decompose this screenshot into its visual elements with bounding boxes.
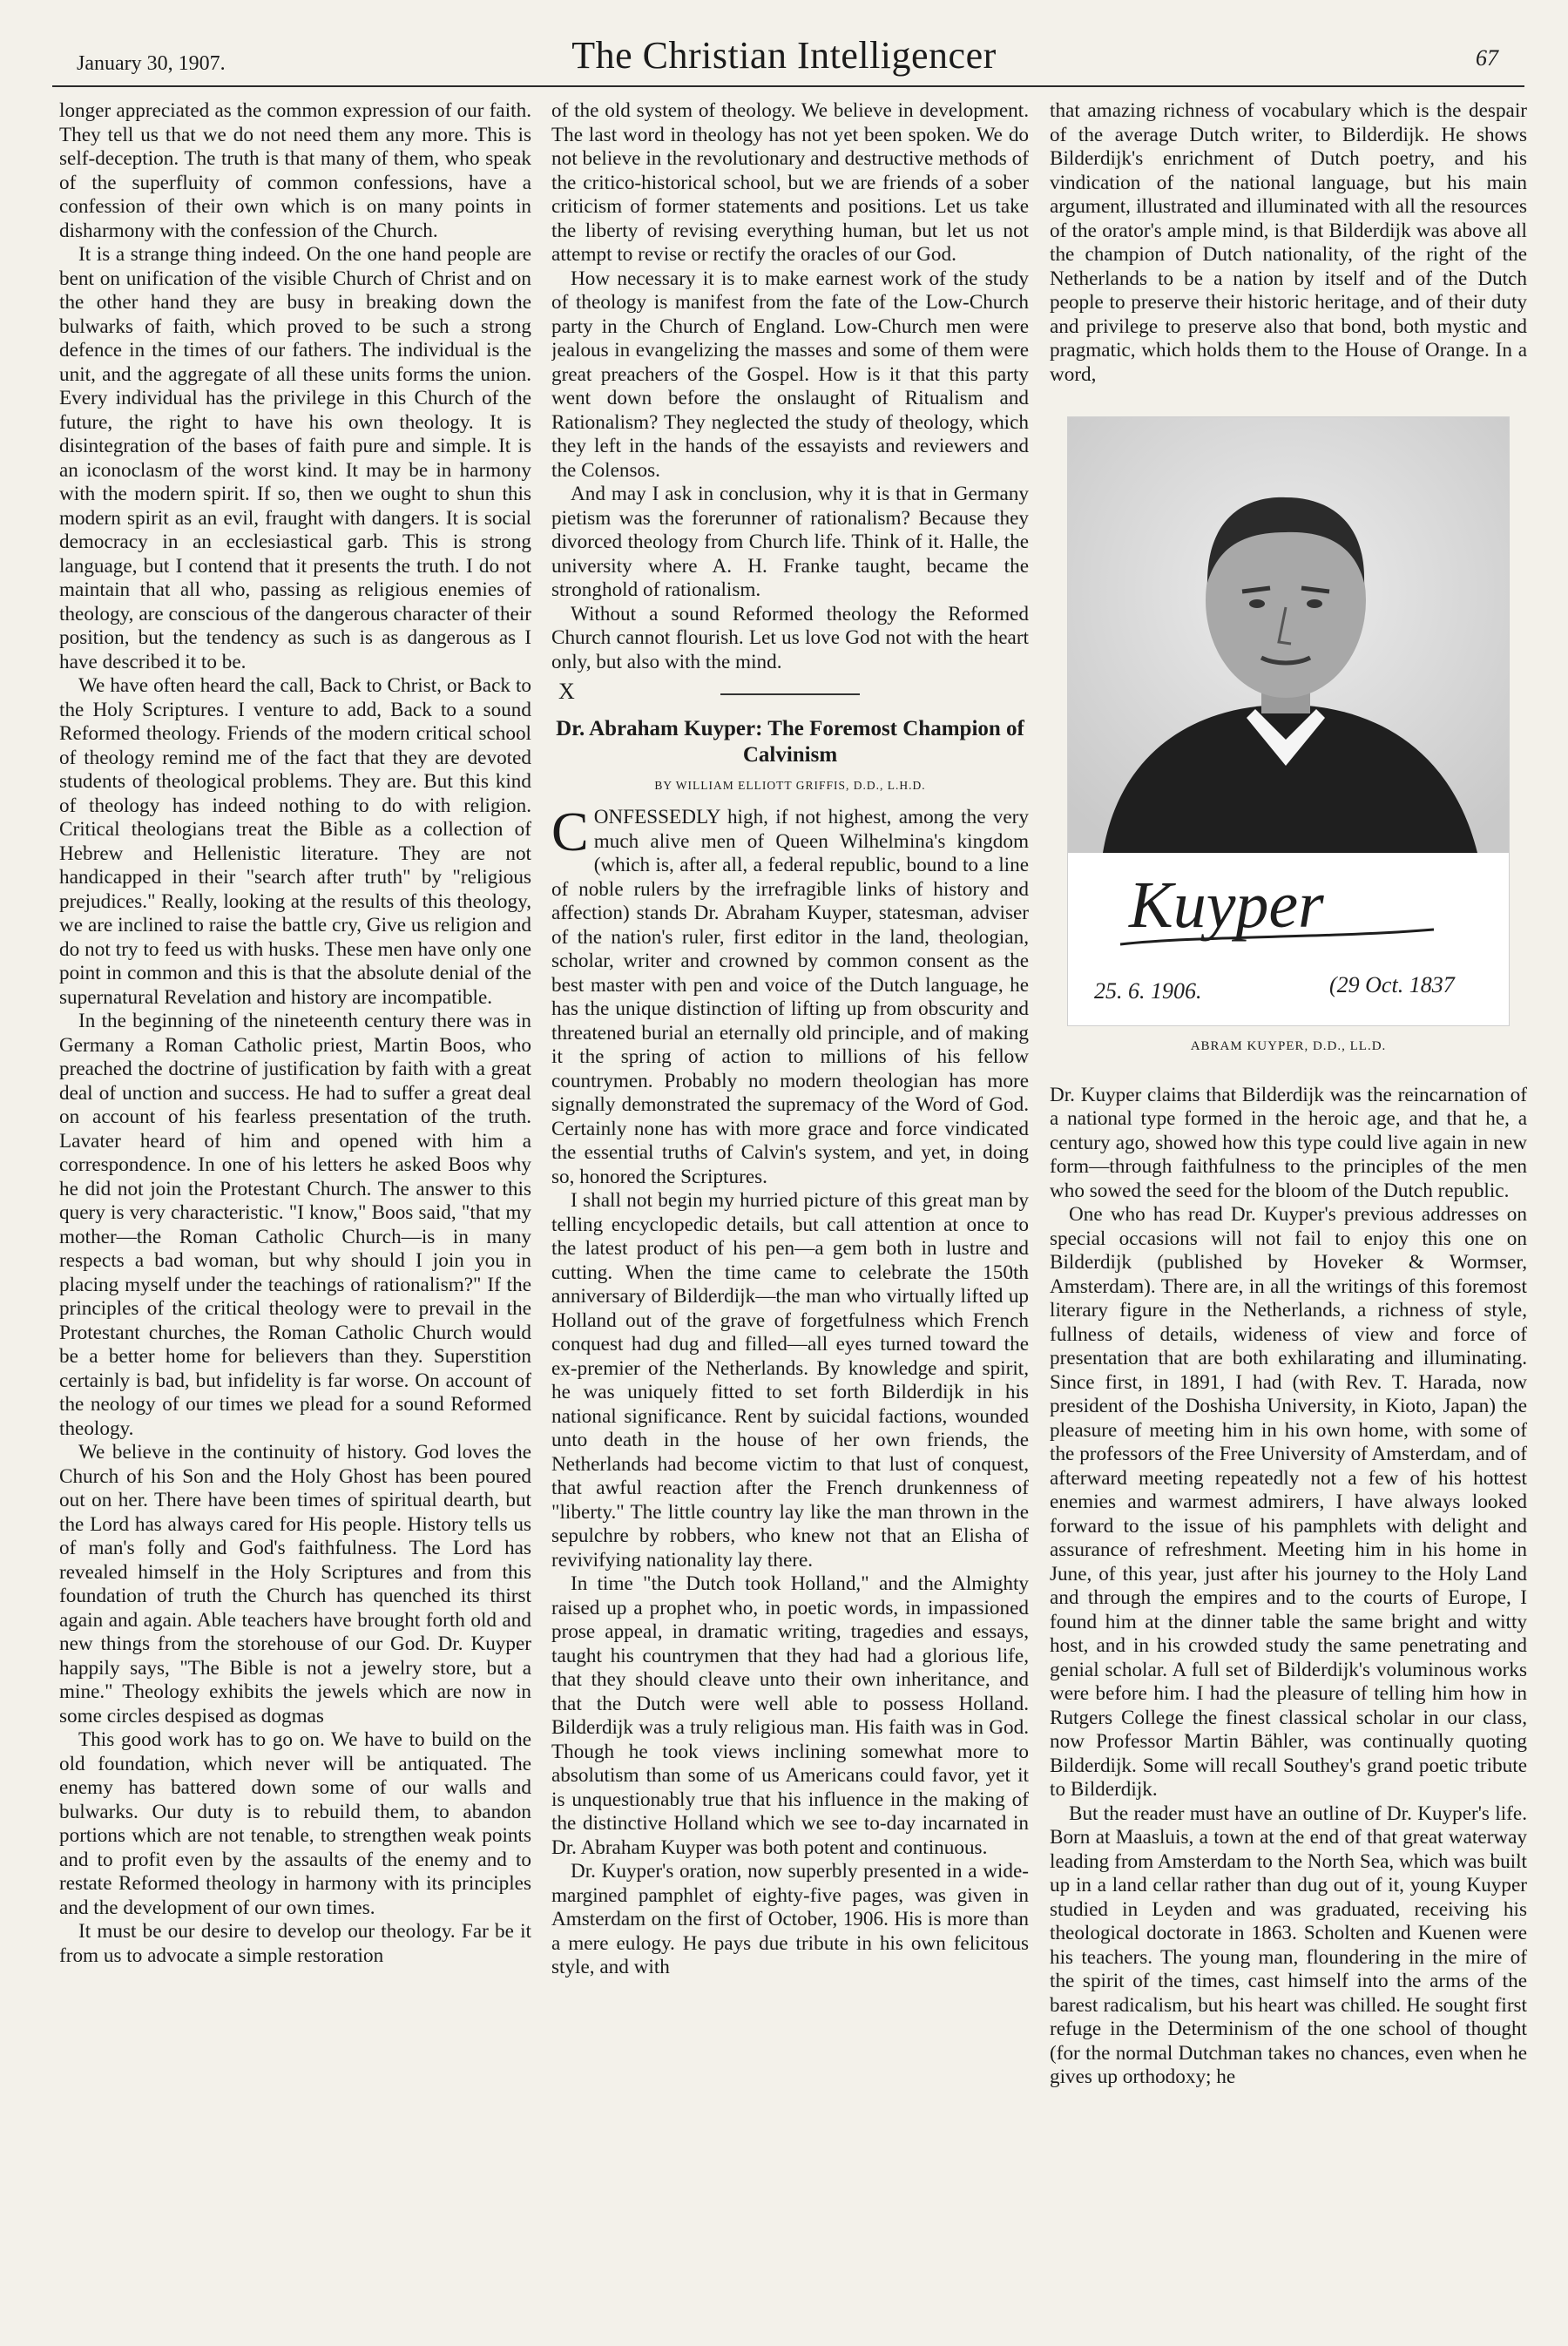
paragraph: We have often heard the call, Back to Christ, or Back to the Holy Scriptures. I venture to add, Back to a sound Reformed theology. Friends of the modern critical school of theology remind me of the fact that they are devoted students of theological problems. They are. But this kind of theology has indeed nothing to do with religion. Critical theologians treat the Bible as a collection of Hebrew and Hellenistic literature. They are not handicapped in their "search after truth" by "religious prejudices." Really, looking at the results of this theology, we are inclined to raise the battle cry, Give us religion and do not try to feed us with husks. These men have only one point in common and this is that the absolute denial of the supernatural Revelation and history are incompatible. — [59, 674, 531, 1009]
paragraph: One who has read Dr. Kuyper's previous addresses on special occasions will not fail to enjoy this one on Bilderdijk (published by Hoveker & Wormser, Amsterdam). There are, in all the writings of this foremost literary figure in the Netherlands, a richness of style, fullness of details, wideness of view and force of presentation that are both exhilarating and illuminating. Since first, in 1891, I had (with Rev. T. Harada, now president of the Doshisha University, in Kioto, Japan) the pleasure of meeting him in his own home, with some of the professors of the Free University of Amsterdam, and of afterward meeting repeatedly not a few of his hottest enemies and warmest admirers, I have always looked forward to the issue of his pamphlets with delight and assurance of refreshment. Meeting him in his home in June, of this year, just after his journey to the Holy Land and through the empires and to the courts of Europe, I found him at the dinner table the same bright and witty host, and in his crowded study the same penetrating and genial scholar. A full set of Bilderdijk's voluminous works were before him. I had the pleasure of telling him how in Rutgers College the finest classical scholar in our class, now Professor Martin Bähler, was continually quoting Bilderdijk. Some will recall Southey's grand poetic tribute to Bilderdijk. — [1050, 1203, 1527, 1801]
paragraph: longer appreciated as the common expression of our faith. They tell us that we do not need them any more. This is self-deception. The truth is that many of them, who speak of the superfluity of common confessions, have a confession of their own which is on many points in disharmony with the confession of the Church. — [59, 99, 531, 242]
page-number: 67 — [1476, 45, 1498, 71]
paragraph: It must be our desire to develop our theology. Far be it from us to advocate a simple restoration — [59, 1920, 531, 1967]
paragraph: It is a strange thing indeed. On the one hand people are bent on unification of the visible Church of Christ and on the other hand they are busy in breaking down the bulwarks of faith, which proved to be such a strong defence in the times of our fathers. The individual is the unit, and the aggregate of all these units forms the union. Every individual has the privilege in this Church of the future, the right to have his own theology. It is disintegration of the bases of faith pure and simple. It is an iconoclasm of the worst kind. It may be in harmony with the modern spirit. If so, then we ought to shun this modern spirit as an evil, fraught with dangers. It is social democracy in an ecclesiastical garb. This is strong language, but I contend that it presents the truth. I do not maintain that all who, passing as religious enemies of theology, are conscious of the dangerous character of their position, but the tendency as such is as dangerous as I have described it to be. — [59, 243, 531, 673]
lead-paragraph — [551, 801, 1029, 1189]
paragraph: Dr. Kuyper's oration, now superbly presented in a wide-margined pamphlet of eighty-five pages, was given in Amsterdam on the first of October, 1906. His is more than a mere eulogy. He pays due tribute in his own felicitous style, and with — [551, 1860, 1029, 1978]
paragraph: And may I ask in conclusion, why it is that in Germany pietism was the forerunner of rationalism? Because they divorced theology from Church life. Think of it. Halle, the university where A. H. Franke taught, became the stronghold of rationalism. — [551, 483, 1029, 601]
column-2 — [551, 99, 1029, 2329]
signature-date: 25. 6. 1906. — [1094, 978, 1202, 1004]
paragraph: Without a sound Reformed theology the Reformed Church cannot flourish. Let us love God not with the heart only, but also with the mind. — [551, 602, 1029, 673]
article-title: Dr. Abraham Kuyper: The Foremost Champion of Calvinism — [556, 716, 1024, 767]
paragraph: Dr. Kuyper claims that Bilderdijk was the reincarnation of a national type formed in the heroic age, and that he, a century ago, showed how this type could live again in new form—through faithfulness to the principles of the men who sowed the seed for the bloom of the Dutch republic. — [1050, 1083, 1527, 1202]
paragraph: How necessary it is to make earnest work of the study of theology is manifest from the fate of the Low-Church party in the Church of England. Low-Church men were jealous in evangelizing the masses and some of them were great preachers of the Gospel. How is it that this party went down before the onslaught of Ritualism and Rationalism? They neglected the study of theology, which they left in the hands of the essayists and reviewers and the Colensos. — [551, 267, 1029, 482]
paragraph: of the old system of theology. We believe in development. The last word in theology has not yet been spoken. We do not believe in the revolutionary and destructive methods of the critico-historical school, but we are friends of a sober criticism of former statements and positions. Let us take the liberty of revising everything human, but let us not attempt to revise or rectify the oracles of our God. — [551, 99, 1029, 266]
portrait-illustration — [1068, 417, 1509, 1025]
page-header — [0, 33, 1568, 87]
birth-date: (29 Oct. 1837 — [1329, 972, 1455, 997]
paragraph: This good work has to go on. We have to build on the old foundation, which never will be antiquated. The enemy has battered down some of our walls and bulwarks. Our duty is to rebuild them, to abandon portions which are not tenable, to strengthen weak points and to profit even by the assaults of the enemy and to restate Reformed theology in harmony with its principles and the development of our own times. — [59, 1728, 531, 1919]
column-3 — [1050, 99, 1527, 2329]
paragraph: In time "the Dutch took Holland," and the Almighty raised up a prophet who, in poetic words, in impassioned prose appeal, in dramatic writing, tragedies and essays, taught his countrymen that they had had a glorious life, that they should cleave unto their own inheritance, and that the Dutch were well able to possess Holland. Bilderdijk was a truly religious man. His faith was in God. Though he took views inclining somewhat more to absolutism than some of us Americans could favor, yet it is unquestionably true that his influence in the making of the distinctive Holland which we see to-day incarnated in Dr. Abraham Kuyper was both potent and continuous. — [551, 1572, 1029, 1859]
handwritten-mark: X — [558, 679, 575, 704]
paragraph: But the reader must have an outline of Dr. Kuyper's life. Born at Maasluis, a town at the end of that great waterway leading from Amsterdam to the North Sea, which was built up in a land cellar rather than dug out of it, young Kuyper studied in Leyden and was graduated, receiving his theological doctorate in 1863. Scholten and Kuenen were his teachers. The young man, floundering in the mire of the spirit of the times, cast himself into the arms of the barest radicalism, but his heart was chilled. He sought first refuge in the Determinism of the one school of thought (for the normal Dutchman takes no chances, even when he gives up orthodoxy; he — [1050, 1802, 1527, 2088]
column-1 — [59, 99, 531, 2329]
paragraph: I shall not begin my hurried picture of this great man by telling encyclopedic details, but call attention at once to the latest product of his pen—a gem both in lustre and cutting. When the time came to celebrate the 150th anniversary of Bilderdijk—the man who virtually lifted up Holland out of the grave of forgetfulness which French conquest had dug and filled—all eyes turned toward the ex-premier of the Netherlands. By knowledge and spirit, he was uniquely fitted to set forth Bilderdijk in his national significance. Rent by suicidal factions, wounded unto death in the house of her own friends, the Netherlands had become victim to that lust of conquest, that awful reaction after the French drunkenness of "liberty." The little country lay like the man thrown in the sepulchre by robbers, who knew not that an Elisha of revivifying nationality lay there. — [551, 1189, 1029, 1572]
paragraph: We believe in the continuity of history. God loves the Church of his Son and the Holy Ghost has been poured out on her. There have been times of spiritual dearth, but the Lord has always cared for His people. History tells us of man's folly and God's faithfulness. The Lord has revealed himself in the Holy Scriptures and from this foundation of truth the Church has quenched its thirst again and again. Able teachers have brought forth old and new things from the storehouse of our God. Dr. Kuyper happily says, "The Bible is not a jewelry store, but a mine." Theology exhibits the jewels which are now in some circles despised as dogmas — [59, 1441, 531, 1727]
paragraph: that amazing richness of vocabulary which is the despair of the average Dutch writer, to Bilderdijk. He shows Bilderdijk's enrichment of Dutch poetry, and his vindication of the national language, but his main argument, illustrated and illuminated with all the resources of the orator's ample mind, is that Bilderdijk was above all the champion of Dutch nationality, of the right of the Netherlands to be a nation by itself and of the Dutch people to preserve their historic heritage, and of their duty and privilege to preserve also that bond, both mystic and pragmatic, which holds them to the House of Orange. In a word, — [1050, 99, 1527, 386]
section-divider — [720, 693, 860, 695]
signature: Kuyper — [1129, 869, 1324, 942]
masthead-title: The Christian Intelligencer — [571, 34, 997, 77]
portrait-photo — [1067, 416, 1510, 1026]
lead-text: ONFESSEDLY high, if not highest, among the very much alive men of Queen Wilhelmina's kingdom (which is, after all, a federal republic, bound to a line of noble rulers by the irrefragible links of history and affection) stands Dr. Abraham Kuyper, statesman, adviser of the nation's ruler, first editor in the land, theologian, scholar, writer and crowned by common consent as the best master with pen and voice of the Dutch language, he has the unique distinction of lifting up from obscurity and threatened burial an eternally old principle, and of making it the spring of action to millions of his fellow countrymen. Probably no modern theologian has more signally demonstrated the supremacy of the Word of God. Certainly none has with more grace and force vindicated the essential truths of Calvin's system, and yet, in doing so, honored the Scriptures. — [551, 806, 1029, 1188]
drop-cap: C — [551, 801, 589, 862]
header-rule — [52, 85, 1524, 87]
portrait-caption: ABRAM KUYPER, D.D., LL.D. — [1190, 1039, 1387, 1053]
article-byline: BY WILLIAM ELLIOTT GRIFFIS, D.D., L.H.D. — [654, 778, 926, 792]
paragraph: In the beginning of the nineteenth century there was in Germany a Roman Catholic priest, Martin Boos, who preached the doctrine of justification by faith with a great deal of unction and success. He had to suffer a great deal on account of his fearless presentation of the truth. Lavater heard of him and opened with him a correspondence. In one of his letters he asked Boos why he did not join the Protestant Church. The answer to this query is very characteristic. "I know," Boos said, "that my mother—the Roman Catholic Church—is in many respects a bad woman, but why should I join you in placing myself under the teachings of rationalism?" If the principles of the critical theology were to prevail in the Protestant churches, the Roman Catholic Church would be a better home for believers than they. Superstition certainly is bad, but infidelity is far worse. On account of the neology of our times we plead for a sound Reformed theology. — [59, 1010, 531, 1440]
issue-date: January 30, 1907. — [77, 52, 226, 75]
